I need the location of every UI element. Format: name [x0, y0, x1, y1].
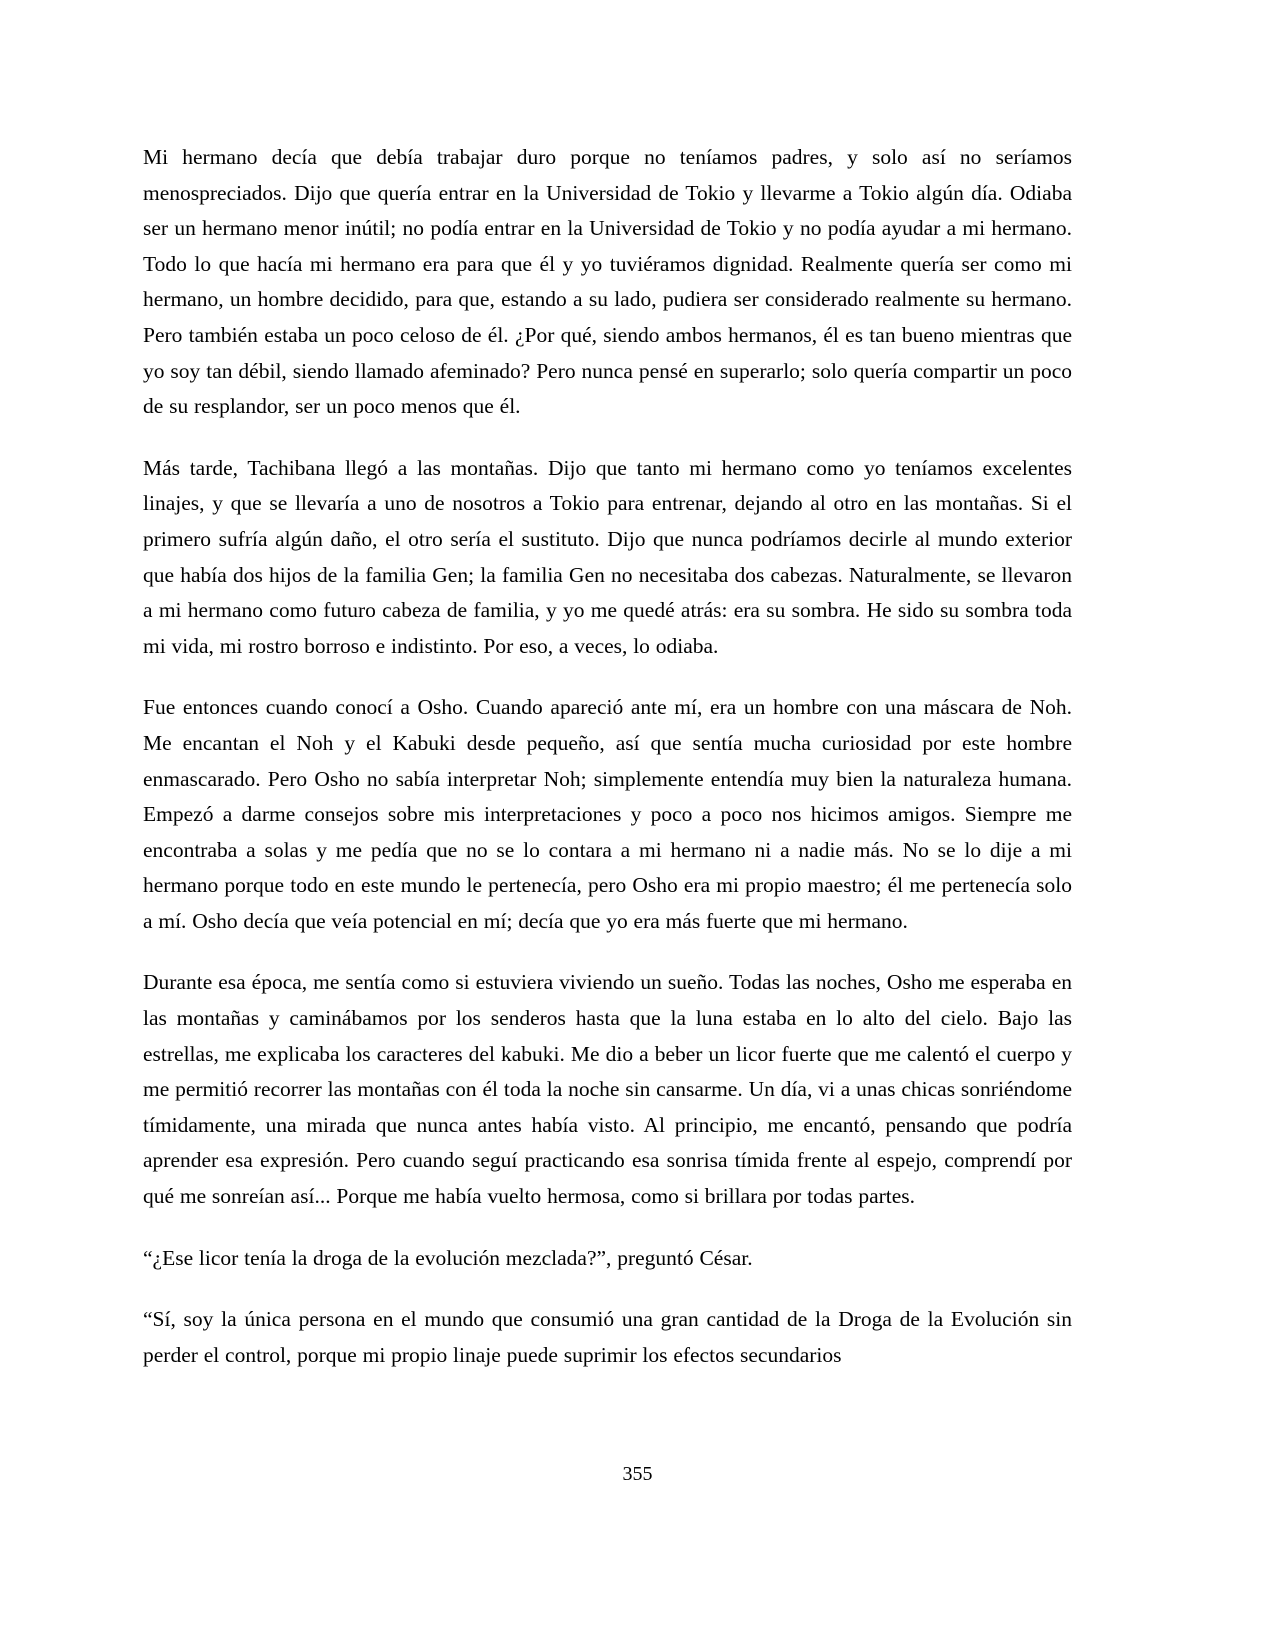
body-paragraph-5: “¿Ese licor tenía la droga de la evolución mezclada?”, preguntó César. — [143, 1245, 753, 1270]
body-paragraph-1: Mi hermano decía que debía trabajar duro porque no teníamos padres, y solo así no seríamos menospreciados. Dijo que quería entrar en la Universidad de Tokio y llevarme a Tokio algún día. Odiaba ser un hermano menor inútil; no podía entrar en la Universidad de Tokio y no podía ayudar a mi hermano. Todo lo que hacía mi hermano era para que él y yo tuviéramos dignidad. Realmente quería ser como mi hermano, un hombre decidido, para que, estando a su lado, pudiera ser considerado realmente su hermano. Pero también estaba un poco celoso de él. ¿Por qué, siendo ambos hermanos, él es tan bueno mientras que yo soy tan débil, siendo llamado afeminado? Pero nunca pensé en superarlo; solo quería compartir un poco de su resplandor, ser un poco menos que él. — [143, 145, 1072, 419]
body-paragraph-6: “Sí, soy la única persona en el mundo que consumió una gran cantidad de la Droga de la Evolución sin perder el control, porque mi propio linaje puede suprimir los efectos secundarios — [143, 1307, 1072, 1367]
body-paragraph-3: Fue entonces cuando conocí a Osho. Cuando apareció ante mí, era un hombre con una máscara de Noh. Me encantan el Noh y el Kabuki desde pequeño, así que sentía mucha curiosidad por este hombre enmascarado. Pero Osho no sabía interpretar Noh; simplemente entendía muy bien la naturaleza humana. Empezó a darme consejos sobre mis interpretaciones y poco a poco nos hicimos amigos. Siempre me encontraba a solas y me pedía que no se lo contara a mi hermano ni a nadie más. No se lo dije a mi hermano porque todo en este mundo le pertenecía, pero Osho era mi propio maestro; él me pertenecía solo a mí. Osho decía que veía potencial en mí; decía que yo era más fuerte que mi hermano. — [143, 695, 1072, 933]
body-paragraph-4: Durante esa época, me sentía como si estuviera viviendo un sueño. Todas las noches, Osho me esperaba en las montañas y caminábamos por los senderos hasta que la luna estaba en lo alto del cielo. Bajo las estrellas, me explicaba los caracteres del kabuki. Me dio a beber un licor fuerte que me calentó el cuerpo y me permitió recorrer las montañas con él toda la noche sin cansarme. Un día, vi a unas chicas sonriéndome tímidamente, una mirada que nunca antes había visto. Al principio, me encantó, pensando que podría aprender esa expresión. Pero cuando seguí practicando esa sonrisa tímida frente al espejo, comprendí por qué me sonreían así... Porque me había vuelto hermosa, como si brillara por todas partes. — [143, 970, 1072, 1209]
page-number: 355 — [622, 1463, 653, 1485]
body-paragraph-2: Más tarde, Tachibana llegó a las montañas. Dijo que tanto mi hermano como yo teníamos excelentes linajes, y que se llevaría a uno de nosotros a Tokio para entrenar, dejando al otro en las montañas. Si el primero sufría algún daño, el otro sería el sustituto. Dijo que nunca podríamos decirle al mundo exterior que había dos hijos de la familia Gen; la familia Gen no necesitaba dos cabezas. Naturalmente, se llevaron a mi hermano como futuro cabeza de familia, y yo me quedé atrás: era su sombra. He sido su sombra toda mi vida, mi rostro borroso e indistinto. Por eso, a veces, lo odiaba. — [143, 455, 1072, 658]
page-body-text — [143, 140, 1072, 1373]
